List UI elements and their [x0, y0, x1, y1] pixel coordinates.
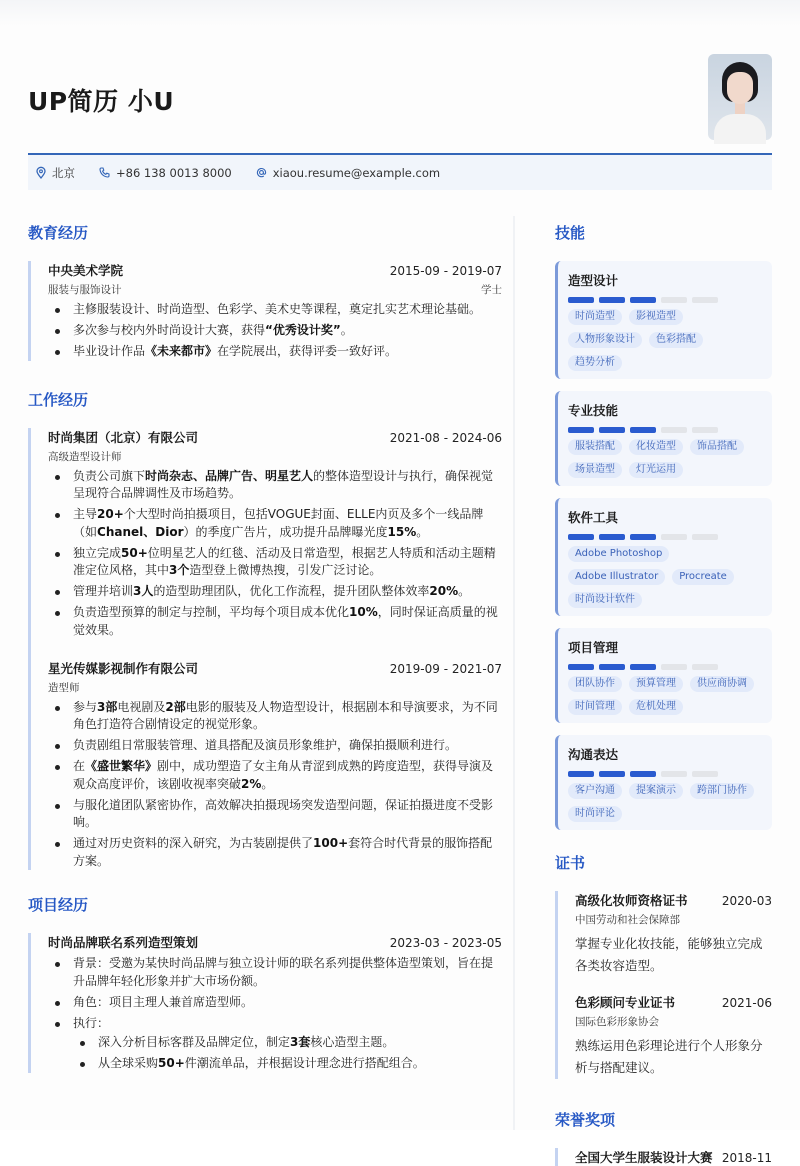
work-title: 工作经历	[28, 390, 89, 409]
skill-tag: 时尚设计软件	[568, 592, 642, 608]
project-bullets	[48, 955, 502, 1073]
skill-card	[555, 628, 772, 723]
job-role: 高级造型设计师	[48, 450, 122, 463]
major: 服装与服饰设计	[48, 284, 122, 296]
skill-tag: 人物形象设计	[568, 332, 642, 348]
skills-section	[555, 222, 772, 830]
skill-tags	[568, 439, 762, 478]
candidate-name: UP简历 小U	[28, 87, 175, 116]
resume-header	[28, 54, 772, 154]
bullet-item: 角色：项目主理人兼首席造型师。	[48, 994, 502, 1012]
certificate-entry	[575, 891, 772, 977]
sub-bullet-item: 深入分析目标客群及品牌定位，制定3套核心造型主题。	[73, 1034, 502, 1052]
skill-level-bar	[568, 771, 762, 777]
skill-tag: 色彩搭配	[649, 332, 703, 348]
entry-sub	[48, 282, 502, 297]
work-date: 2021-08 - 2024-06	[389, 430, 502, 445]
skill-level-bar	[568, 664, 762, 670]
skill-card	[555, 735, 772, 830]
entry-head	[48, 933, 502, 951]
photo-face	[727, 72, 753, 104]
contact-bar	[28, 153, 772, 190]
certificates-title: 证书	[555, 854, 586, 872]
skill-tag: 提案演示	[629, 783, 683, 799]
degree: 学士	[481, 284, 502, 296]
skill-tag: Adobe Photoshop	[568, 546, 669, 562]
skill-tag: 趋势分析	[568, 355, 622, 371]
award-date: 2018-11	[721, 1151, 772, 1165]
entry-head	[48, 659, 502, 677]
awards-section	[555, 1109, 772, 1166]
skill-tag: 服装搭配	[568, 439, 622, 455]
project-entry	[28, 933, 502, 1073]
company-name: 时尚集团（北京）有限公司	[48, 429, 199, 445]
bullet-item: 管理并培训3人的造型助理团队，优化工作流程，提升团队整体效率20%。	[48, 583, 502, 601]
contact-email[interactable]	[256, 166, 440, 180]
skill-name: 专业技能	[568, 403, 619, 418]
skill-tag: 供应商协调	[690, 676, 754, 692]
job-role: 造型师	[48, 681, 80, 694]
bullet-item: 负责公司旗下时尚杂志、品牌广告、明星艺人的整体造型设计与执行，确保视觉呈现符合品牌调性及市场趋势。	[48, 468, 502, 503]
work-section	[28, 389, 502, 871]
projects-section	[28, 894, 502, 1073]
skill-tags	[568, 783, 762, 822]
photo-body	[714, 114, 766, 144]
skill-tag: 灯光运用	[629, 462, 683, 478]
location-text: 北京	[52, 165, 75, 180]
skill-name: 造型设计	[568, 273, 619, 288]
education-entry	[28, 261, 502, 361]
bullet-item: 毕业设计作品《未来都市》在学院展出，获得评委一致好评。	[48, 343, 502, 361]
profile-photo	[708, 54, 772, 140]
entry-head	[48, 261, 502, 279]
certificate-description: 掌握专业化妆技能，能够独立完成各类妆容造型。	[575, 936, 763, 973]
skill-name: 项目管理	[568, 640, 619, 655]
bullet-item: 多次参与校内外时尚设计大赛，获得“优秀设计奖”。	[48, 322, 502, 340]
education-date: 2015-09 - 2019-07	[389, 264, 502, 278]
skill-tags	[568, 309, 762, 371]
phone-icon	[99, 167, 110, 178]
education-title: 教育经历	[28, 224, 89, 242]
certificate-list	[555, 891, 772, 1079]
skill-tag: 饰品搭配	[690, 439, 744, 455]
bullet-item: 主修服装设计、时尚造型、色彩学、美术史等课程，奠定扎实艺术理论基础。	[48, 301, 502, 319]
phone-text: +86 138 0013 8000	[116, 165, 232, 180]
bullet-label: 执行：	[73, 1015, 110, 1030]
bullet-item: 在《盛世繁华》剧中，成功塑造了女主角从青涩到成熟的跨度造型，获得导演及观众高度评价，该剧收视率突破2%。	[48, 758, 502, 793]
bullet-item: 独立完成50+位明星艺人的红毯、活动及日常造型，根据艺人特质和活动主题精准定位风格，其中3个造型登上微博热搜，引发广泛讨论。	[48, 545, 502, 580]
awards-title: 荣誉奖项	[555, 1111, 616, 1129]
skill-tag: 团队协作	[568, 676, 622, 692]
certificate-name: 色彩顾问专业证书	[575, 995, 676, 1010]
bullet-item: 主导20+个大型时尚拍摄项目，包括VOGUE封面、ELLE内页及多个一线品牌（如Chanel、Dior）的季度广告片，成功提升品牌曝光度15%。	[48, 506, 502, 541]
contact-location	[36, 165, 75, 181]
bullet-item: 与服化道团队紧密协作，高效解决拍摄现场突发造型问题，保证拍摄进度不受影响。	[48, 797, 502, 832]
bullet-item	[48, 1015, 502, 1073]
skill-tag: 客户沟通	[568, 783, 622, 799]
award-entry	[555, 1148, 772, 1166]
contact-phone[interactable]	[99, 166, 232, 180]
projects-title: 项目经历	[28, 896, 89, 914]
entry-sub	[48, 680, 502, 695]
bullet-item: 通过对历史资料的深入研究，为古装剧提供了100+套符合时代背景的服饰搭配方案。	[48, 835, 502, 870]
skill-tags	[568, 676, 762, 715]
skill-tag: 时尚造型	[568, 309, 622, 325]
skill-tags	[568, 546, 762, 608]
skill-tag: Adobe Illustrator	[568, 569, 665, 585]
education-bullets	[48, 301, 502, 361]
project-date: 2023-03 - 2023-05	[389, 936, 502, 950]
project-sub-bullets	[73, 1034, 502, 1073]
certificate-date: 2020-03	[721, 894, 772, 908]
at-icon	[256, 167, 267, 178]
skill-level-bar	[568, 427, 762, 433]
column-divider	[513, 216, 515, 1130]
certificate-issuer: 中国劳动和社会保障部	[575, 914, 680, 926]
certificate-date: 2021-06	[721, 996, 772, 1010]
award-name: 全国大学生服装设计大赛	[575, 1150, 713, 1165]
bullet-item: 负责造型预算的制定与控制，平均每个项目成本优化10%，同时保证高质量的视觉效果。	[48, 604, 502, 639]
certificate-name: 高级化妆师资格证书	[575, 893, 688, 908]
school-name: 中央美术学院	[48, 263, 124, 278]
skill-tag: 跨部门协作	[690, 783, 754, 799]
skill-name: 软件工具	[568, 510, 619, 525]
skill-tag: 时尚评论	[568, 806, 622, 822]
bullet-item: 参与3部电视剧及2部电影的服装及人物造型设计，根据剧本和导演要求，为不同角色打造符合剧情设定的视觉形象。	[48, 699, 502, 734]
work-bullets	[48, 468, 502, 640]
work-entry	[28, 428, 502, 871]
certificates-section	[555, 852, 772, 1079]
skill-tag: 化妆造型	[629, 439, 683, 455]
skill-level-bar	[568, 534, 762, 540]
resume-page	[0, 26, 800, 1165]
certificate-entry	[575, 993, 772, 1079]
sub-bullet-item: 从全球采购50+件潮流单品，并根据设计理念进行搭配组合。	[73, 1055, 502, 1073]
skill-tag: Procreate	[672, 569, 734, 585]
skill-tag: 时间管理	[568, 699, 622, 715]
work-bullets	[48, 699, 502, 871]
certificate-description: 熟练运用色彩理论进行个人形象分析与搭配建议。	[575, 1038, 763, 1075]
work-date: 2019-09 - 2021-07	[389, 661, 502, 676]
skill-card	[555, 261, 772, 379]
entry-sub	[48, 449, 502, 464]
skill-tag: 影视造型	[629, 309, 683, 325]
bullet-item: 背景：受邀为某快时尚品牌与独立设计师的联名系列提供整体造型策划，旨在提升品牌年轻化形象并扩大市场份额。	[48, 955, 502, 990]
skill-tag: 场景造型	[568, 462, 622, 478]
top-shade	[0, 0, 800, 26]
certificate-issuer: 国际色彩形象协会	[575, 1016, 659, 1028]
company-name: 星光传媒影视制作有限公司	[48, 660, 199, 676]
skill-name: 沟通表达	[568, 747, 619, 762]
skills-title: 技能	[555, 224, 586, 242]
side-column	[555, 216, 772, 1166]
cert-head	[575, 993, 772, 1011]
map-pin-icon	[36, 167, 46, 179]
email-text: xiaou.resume@example.com	[272, 165, 441, 180]
skill-card	[555, 391, 772, 486]
entry-head	[48, 428, 502, 446]
main-column	[28, 216, 502, 1076]
bullet-item: 负责剧组日常服装管理、道具搭配及演员形象维护，确保拍摄顺利进行。	[48, 737, 502, 755]
cert-head	[575, 891, 772, 909]
skill-card	[555, 498, 772, 616]
skill-tag: 预算管理	[629, 676, 683, 692]
skill-tag: 危机处理	[629, 699, 683, 715]
skill-level-bar	[568, 297, 762, 303]
award-head	[575, 1148, 772, 1166]
project-name: 时尚品牌联名系列造型策划	[48, 935, 199, 950]
education-section	[28, 222, 502, 361]
